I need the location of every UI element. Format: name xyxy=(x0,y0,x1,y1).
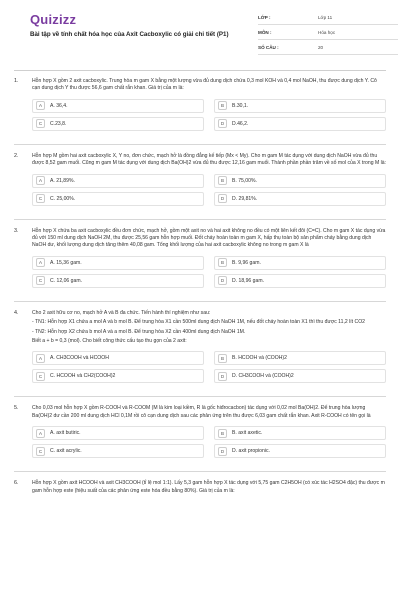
question-item xyxy=(14,153,386,214)
meta-row-count xyxy=(258,40,398,55)
question-body xyxy=(32,228,386,296)
option-text: C.23,8. xyxy=(50,120,67,127)
meta-value: Hóa học xyxy=(318,29,336,35)
answer-option[interactable] xyxy=(32,192,204,206)
answer-option[interactable] xyxy=(214,174,386,188)
answer-option[interactable] xyxy=(32,117,204,131)
question-text xyxy=(32,153,386,168)
option-text: B. axit axetic. xyxy=(232,430,263,437)
option-letter: D xyxy=(218,119,227,128)
options-grid xyxy=(32,426,386,458)
answer-option[interactable] xyxy=(32,444,204,458)
answer-option[interactable] xyxy=(32,351,204,365)
answer-option[interactable] xyxy=(214,369,386,383)
answer-option[interactable] xyxy=(32,426,204,440)
meta-value: 20 xyxy=(318,44,324,50)
question-text xyxy=(32,405,386,420)
option-letter: A xyxy=(36,354,45,363)
question-text xyxy=(32,78,386,93)
option-text: D.46,2. xyxy=(232,120,249,127)
option-text: A. 36,4. xyxy=(50,102,68,109)
question-divider xyxy=(14,219,386,220)
answer-option[interactable] xyxy=(214,117,386,131)
question-number: 4. xyxy=(14,309,19,316)
question-paragraph: Hỗn hợp X chứa ba axit cacboxylic đều đơn chức, mạch hở, gồm một axit no và hai axit không no đều có một liên kết đôi (C=C). Cho m gam X tác dụng vừa đủ với 150 ml dung dịch NaOH 2M, thu được 25,56 gam hỗn hợp muối. Đốt cháy hoàn toàn m gam X, hấp thụ toàn bộ sản phẩm cháy bằng dung dịch NaOH dư, khối lượng dung dịch tăng thêm 40,08 gam. Tổng khối lượng của hai axit cacboxylic không no trong m gam X là xyxy=(32,227,386,249)
meta-label: SỐ CÂU : xyxy=(258,44,279,50)
option-letter: B xyxy=(218,101,227,110)
header xyxy=(14,0,386,62)
question-item xyxy=(14,310,386,392)
answer-option[interactable] xyxy=(214,444,386,458)
answer-option[interactable] xyxy=(32,99,204,113)
option-text: B. 9,96 gam. xyxy=(232,259,261,266)
question-text xyxy=(32,310,386,346)
meta-value: Lớp 11 xyxy=(318,14,333,20)
option-letter: C xyxy=(36,372,45,381)
question-number: 5. xyxy=(14,405,19,412)
option-text: A. axit butiric. xyxy=(50,430,81,437)
option-text: B. 75,00%. xyxy=(232,177,257,184)
options-grid xyxy=(32,256,386,288)
option-letter: D xyxy=(218,447,227,456)
option-text: D. 29,81%. xyxy=(232,195,258,202)
question-list xyxy=(14,78,386,502)
question-number: 6. xyxy=(14,480,19,487)
meta-label: LỚP : xyxy=(258,14,271,20)
option-letter: A xyxy=(36,101,45,110)
question-body xyxy=(32,310,386,392)
meta-row-subject xyxy=(258,25,398,40)
question-item xyxy=(14,405,386,466)
header-divider xyxy=(14,70,386,71)
answer-option[interactable] xyxy=(32,174,204,188)
answer-option[interactable] xyxy=(214,274,386,288)
option-letter: B xyxy=(218,176,227,185)
question-paragraph: Hỗn hợp M gồm hai axit cacboxylic X, Y no, đơn chức, mạch hở là đồng đẳng kế tiếp (Mx < My). Cho m gam M tác dụng với dung dịch NaOH vừa đủ thu được 8,52 gam muối. Cũng m gam M tác dụng với dung dịch Ba(OH)2 vừa đủ thu được 12,16 gam muối. Thành phần phần trăm về số mol của X trong M là: xyxy=(32,152,386,167)
question-body xyxy=(32,405,386,466)
answer-option[interactable] xyxy=(32,274,204,288)
answer-option[interactable] xyxy=(32,256,204,270)
option-letter: C xyxy=(36,447,45,456)
question-paragraph: Hỗn hợp X gồm 2 axit cacboxylic. Trung hòa m gam X bằng một lượng vừa đủ dung dịch chứa 0,3 mol KOH và 0,4 mol NaOH, thu được dung dịch Y. Cô cạn dung dịch Y thu được 56,6 gam chất rắn khan. Giá trị của m là: xyxy=(32,78,377,92)
answer-option[interactable] xyxy=(214,99,386,113)
answer-option[interactable] xyxy=(214,256,386,270)
question-item xyxy=(14,228,386,296)
option-letter: D xyxy=(218,194,227,203)
option-text: C. HCOOH và CH2(COOH)2 xyxy=(50,373,116,380)
answer-option[interactable] xyxy=(32,369,204,383)
option-text: C. 12,06 gam. xyxy=(50,277,82,284)
question-text xyxy=(32,228,386,250)
options-grid xyxy=(32,351,386,383)
option-letter: A xyxy=(36,176,45,185)
option-text: B. HCOOH và (COOH)2 xyxy=(232,355,287,362)
option-text: C. axit acrylic. xyxy=(50,448,82,455)
option-text: A. CH3COOH và HCOOH xyxy=(50,355,109,362)
answer-option[interactable] xyxy=(214,192,386,206)
question-body xyxy=(32,78,386,139)
option-letter: A xyxy=(36,429,45,438)
quizizz-logo: Quizizz xyxy=(30,12,77,27)
question-paragraph: Cho 2 axit hữu cơ no, mạch hở A và B đa chức. Tiến hành thí nghiệm như sau: xyxy=(32,309,211,316)
option-letter: C xyxy=(36,194,45,203)
option-letter: D xyxy=(218,372,227,381)
question-item xyxy=(14,480,386,497)
question-divider xyxy=(14,396,386,397)
option-text: C. 25,00%. xyxy=(50,195,76,202)
option-text: D. CH3COOH và (COOH)2 xyxy=(232,373,294,380)
option-letter: D xyxy=(218,276,227,285)
option-text: A. 21,89%. xyxy=(50,177,75,184)
question-divider xyxy=(14,301,386,302)
question-body xyxy=(32,153,386,214)
option-text: D. 18,96 gam. xyxy=(232,277,264,284)
option-letter: B xyxy=(218,354,227,363)
question-item xyxy=(14,78,386,139)
question-paragraph: Hỗn hợp X gồm axit HCOOH và axit CH3COOH (tỉ lệ mol 1:1). Lấy 5,3 gam hỗn hợp X tác dụng với 5,75 gam C2H5OH (có xúc tác H2SO4 đặc) thu được m gam hỗn hợp este (hiệu suất của các phản ứng este hóa đều bằng 80%). Giá trị của m là: xyxy=(32,480,385,494)
options-grid xyxy=(32,99,386,131)
meta-table xyxy=(258,10,398,55)
question-number: 1. xyxy=(14,78,19,84)
question-paragraph: - TN1: Hỗn hợp X1 chứa a mol A và b mol B. Để trung hòa X1 cần 500ml dung dịch NaOH 1M, nếu đốt cháy hoàn toàn X1 thì thu được 11,2 lít CO2 xyxy=(32,319,365,326)
question-number: 2. xyxy=(14,152,19,159)
question-paragraph: - TN2: Hỗn hợp X2 chứa b mol A và a mol B. Để trung hòa X2 cần 400ml dung dịch NaOH 1M. xyxy=(32,328,246,335)
option-letter: B xyxy=(218,258,227,267)
question-paragraph: Biết a + b = 0,3 (mol). Cho biết công thức cấu tạo thu gọn của 2 axit: xyxy=(32,338,187,345)
option-text: B.30,1. xyxy=(232,102,249,109)
option-text: A. 15,36 gam. xyxy=(50,259,82,266)
question-text xyxy=(32,480,386,495)
option-letter: B xyxy=(218,429,227,438)
meta-row-class xyxy=(258,10,398,25)
question-number: 3. xyxy=(14,227,19,234)
question-paragraph: Cho 0,03 mol hỗn hợp X gồm R-COOH và R-COOM (M là kim loại kiềm, R là gốc hiđrocacbon) tác dụng với 0,02 mol Ba(OH)2. Để trung hòa lượng Ba(OH)2 dư cần 200 ml dung dịch HCl 0,1M rồi cô cạn dung dịch sau các phản ứng trên thu được 6,03 gam chất rắn khan. Axit R-COOH có tên gọi là xyxy=(32,405,371,419)
page-title: Bài tập về tính chất hóa học của Axit Cacboxylic có giải chi tiết (P1) xyxy=(30,31,229,38)
options-grid xyxy=(32,174,386,206)
question-divider xyxy=(14,471,386,472)
answer-option[interactable] xyxy=(214,351,386,365)
option-letter: C xyxy=(36,119,45,128)
question-divider xyxy=(14,144,386,145)
answer-option[interactable] xyxy=(214,426,386,440)
option-letter: A xyxy=(36,258,45,267)
option-text: D. axit propionic. xyxy=(232,448,270,455)
meta-label: MÔN : xyxy=(258,29,272,35)
question-body xyxy=(32,480,386,497)
option-letter: C xyxy=(36,276,45,285)
